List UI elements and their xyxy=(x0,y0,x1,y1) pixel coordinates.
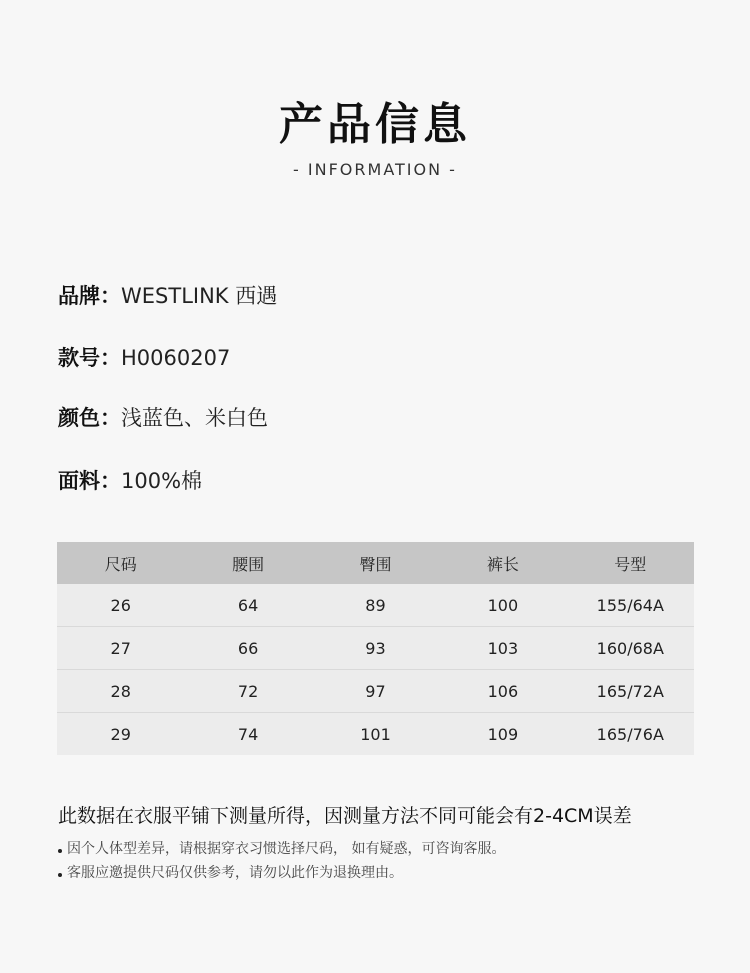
header-length: 裤长 xyxy=(439,542,566,584)
header-waist: 腰围 xyxy=(184,542,311,584)
bullet-icon xyxy=(58,849,62,853)
info-fabric xyxy=(58,465,202,495)
cell-waist: 74 xyxy=(184,713,311,756)
cell-waist: 64 xyxy=(184,584,311,627)
size-table-header-row xyxy=(57,542,694,584)
cell-size: 26 xyxy=(57,584,184,627)
info-style-number-label: 款号： xyxy=(58,346,121,370)
table-row xyxy=(57,670,694,713)
measurement-note-title: 此数据在衣服平铺下测量所得，因测量方法不同可能会有2-4CM误差 xyxy=(58,805,632,827)
table-row xyxy=(57,627,694,670)
info-style-number xyxy=(58,342,230,372)
header-size: 尺码 xyxy=(57,542,184,584)
info-color-label: 颜色： xyxy=(58,406,121,430)
cell-size: 28 xyxy=(57,670,184,713)
note-item-text: 因个人体型差异，请根据穿衣习惯选择尺码， 如有疑惑，可咨询客服。 xyxy=(67,841,506,857)
info-brand xyxy=(58,280,277,310)
cell-length: 106 xyxy=(439,670,566,713)
cell-fit-code: 155/64A xyxy=(567,584,694,627)
table-row xyxy=(57,713,694,756)
note-item xyxy=(58,862,403,882)
header-fit-code: 号型 xyxy=(567,542,694,584)
cell-size: 27 xyxy=(57,627,184,670)
info-fabric-label: 面料： xyxy=(58,469,121,493)
cell-fit-code: 165/72A xyxy=(567,670,694,713)
cell-hip: 101 xyxy=(312,713,439,756)
note-item-text: 客服应邀提供尺码仅供参考，请勿以此作为退换理由。 xyxy=(67,865,403,881)
cell-waist: 66 xyxy=(184,627,311,670)
cell-fit-code: 165/76A xyxy=(567,713,694,756)
info-style-number-value: H0060207 xyxy=(121,346,231,370)
cell-length: 109 xyxy=(439,713,566,756)
cell-hip: 97 xyxy=(312,670,439,713)
size-table xyxy=(57,542,694,755)
info-color-value: 浅蓝色、米白色 xyxy=(121,406,268,430)
cell-hip: 89 xyxy=(312,584,439,627)
bullet-icon xyxy=(58,873,62,877)
page-title: 产品信息 xyxy=(279,99,471,150)
header-hip: 臀围 xyxy=(312,542,439,584)
table-row xyxy=(57,584,694,627)
cell-length: 100 xyxy=(439,584,566,627)
info-brand-label: 品牌： xyxy=(58,284,121,308)
note-item xyxy=(58,838,505,858)
cell-fit-code: 160/68A xyxy=(567,627,694,670)
cell-length: 103 xyxy=(439,627,566,670)
info-fabric-value: 100%棉 xyxy=(121,469,203,493)
info-color xyxy=(58,402,268,432)
page-subtitle: - INFORMATION - xyxy=(293,160,457,179)
info-brand-value: WESTLINK 西遇 xyxy=(121,284,278,308)
cell-size: 29 xyxy=(57,713,184,756)
cell-hip: 93 xyxy=(312,627,439,670)
cell-waist: 72 xyxy=(184,670,311,713)
